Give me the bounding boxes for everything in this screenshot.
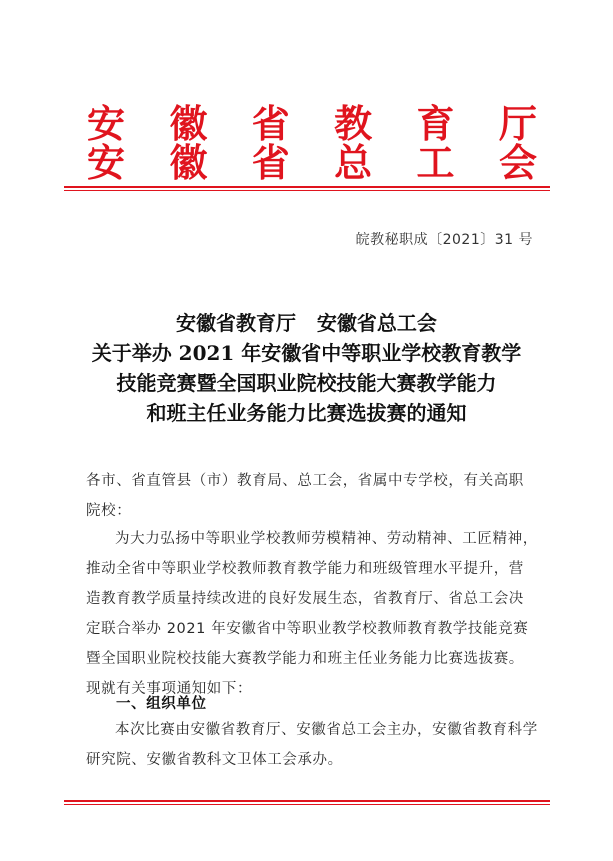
- header-char: 安: [86, 140, 125, 185]
- organizers-paragraph: 本次比赛由安徽省教育厅、安徽省总工会主办，安徽省教育科学研究院、安徽省教科文卫体工会承办。: [86, 722, 538, 768]
- header-char: 厅: [498, 101, 537, 146]
- header-char: 会: [498, 140, 537, 185]
- header-char: 工: [416, 140, 455, 185]
- section-heading-organizers: 一、组织单位: [116, 696, 207, 712]
- issuer-header-education-dept: [86, 101, 538, 146]
- footer-red-rule: [64, 800, 550, 805]
- title-line-4: 和班主任业务能力比赛选拔赛的通知: [146, 401, 467, 425]
- header-char: 安: [86, 101, 125, 146]
- issuer-header-trade-union: [86, 140, 538, 185]
- header-char: 总: [334, 140, 373, 185]
- header-char: 省: [251, 140, 290, 185]
- title-line-2: 关于举办 2021 年安徽省中等职业学校教育教学: [91, 341, 522, 365]
- header-char: 教: [334, 101, 373, 146]
- document-number: 皖教秘职成〔2021〕31 号: [355, 232, 533, 248]
- intro-paragraph: 为大力弘扬中等职业学校教师劳模精神、劳动精神、工匠精神，推动全省中等职业学校教师教育教学能力和班级管理水平提升，营造教育教学质量持续改进的良好发展生态，省教育厅、省总工会决定联合举办 2021 年安徽省中等职业教学校教师教育教学技能竞赛暨全国职业院校技能大赛教学能力和班主任业务能力比赛选拔赛。现就有关事项通知如下：: [86, 531, 538, 697]
- addressee: 各市、省直管县（市）教育局、总工会，省属中专学校，有关高职院校：: [86, 473, 524, 519]
- header-char: 徽: [169, 140, 208, 185]
- header-char: 育: [416, 101, 455, 146]
- title-line-3: 技能竞赛暨全国职业院校技能大赛教学能力: [116, 371, 497, 395]
- title-line-1: 安徽省教育厅 安徽省总工会: [176, 311, 437, 335]
- header-red-rule: [64, 186, 550, 191]
- header-char: 省: [251, 101, 290, 146]
- header-char: 徽: [169, 101, 208, 146]
